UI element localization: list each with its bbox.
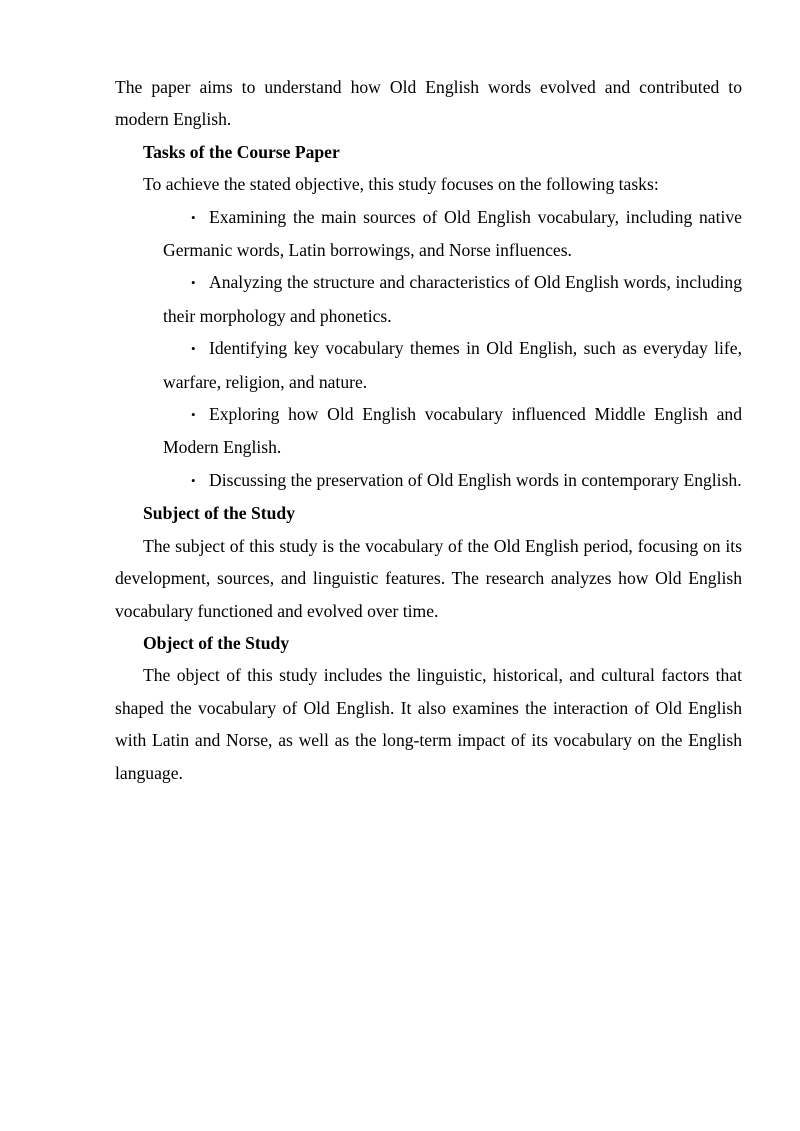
intro-paragraph: The paper aims to understand how Old English words evolved and contributed to modern English. [115, 77, 742, 130]
tasks-intro: To achieve the stated objective, this study focuses on the following tasks: [143, 174, 659, 195]
bullet-icon: • [191, 407, 196, 423]
bullet-icon: • [191, 472, 196, 488]
subject-paragraph: The subject of this study is the vocabulary of the Old English period, focusing on its development, sources, and linguistic features. The research analyzes how Old English vocabulary functioned and evolved over time. [115, 535, 742, 621]
list-item [163, 464, 742, 497]
bullet-icon: • [191, 275, 196, 291]
list-item [163, 201, 742, 267]
document-page [115, 71, 742, 789]
object-paragraph: The object of this study includes the linguistic, historical, and cultural factors that shaped the vocabulary of Old English. It also examines the interaction of Old English with Latin and Norse, as well as the long-term impact of its vocabulary on the English language. [115, 665, 742, 783]
object-heading: Object of the Study [143, 632, 290, 653]
bullet-icon: • [191, 209, 196, 225]
list-item [163, 266, 742, 332]
list-item [163, 332, 742, 398]
task-text: Exploring how Old English vocabulary influenced Middle English and Modern English. [163, 404, 742, 458]
task-text: Analyzing the structure and characteristics of Old English words, including their morphology and phonetics. [163, 272, 742, 326]
task-text: Discussing the preservation of Old English words in contemporary English. [209, 469, 742, 490]
tasks-list [115, 201, 742, 498]
task-text: Examining the main sources of Old English vocabulary, including native Germanic words, Latin borrowings, and Norse influences. [163, 206, 742, 261]
list-item [163, 398, 742, 464]
subject-heading: Subject of the Study [143, 503, 296, 524]
task-text: Identifying key vocabulary themes in Old English, such as everyday life, warfare, religion, and nature. [163, 338, 742, 392]
tasks-heading: Tasks of the Course Paper [143, 141, 340, 162]
bullet-icon: • [191, 341, 196, 357]
